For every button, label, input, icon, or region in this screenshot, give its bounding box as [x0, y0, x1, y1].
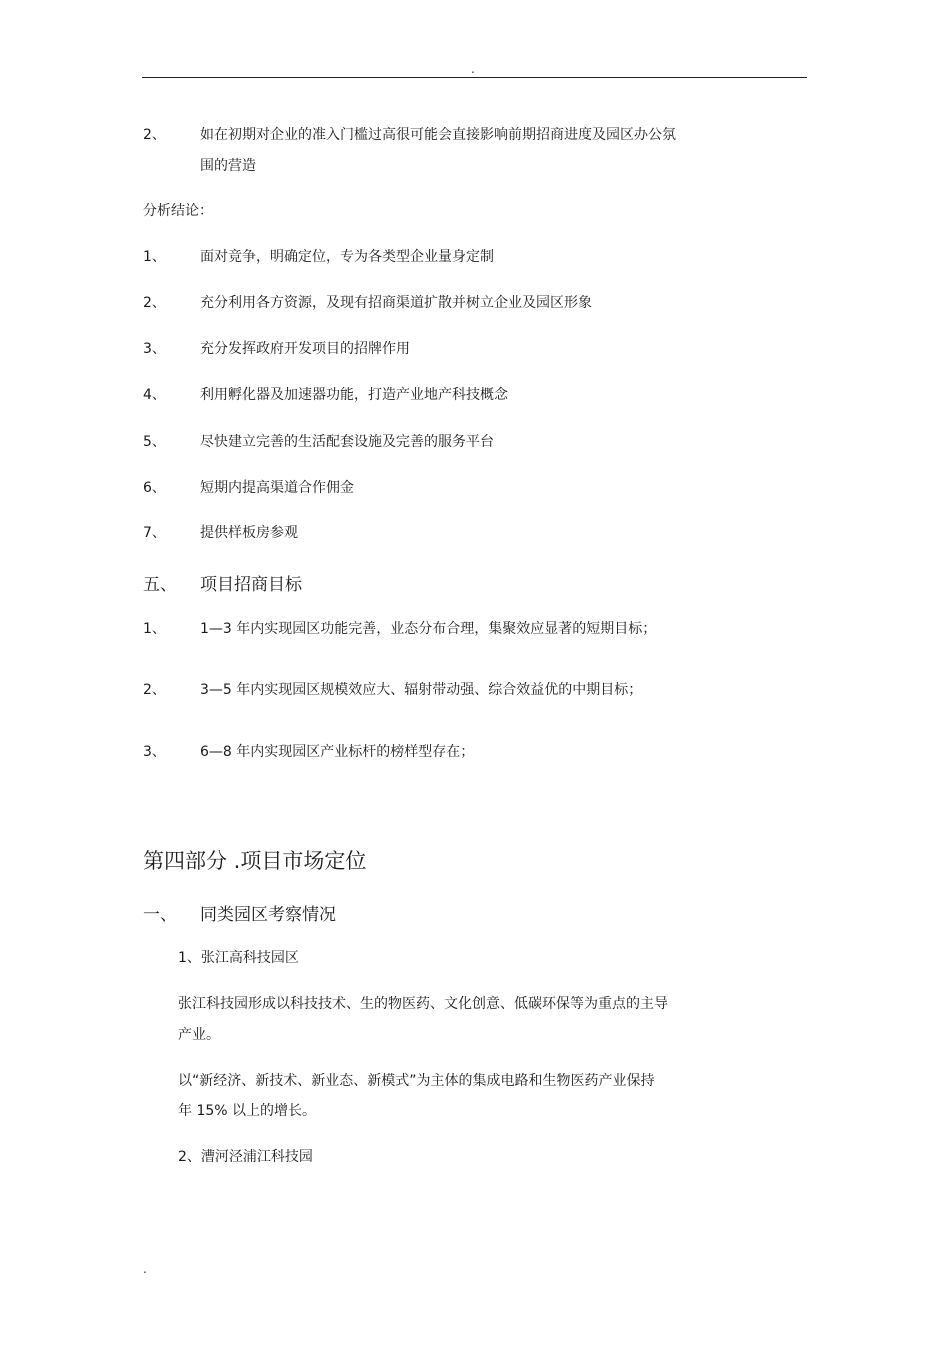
- intro-item-number: 2、: [143, 127, 166, 143]
- footer-mark: .: [143, 1262, 147, 1276]
- goal-1-text: 1—3 年内实现园区功能完善，业态分布合理，集聚效应显著的短期目标；: [200, 621, 657, 637]
- analysis-item-2-number: 2、: [143, 295, 166, 311]
- section5-number: 五、: [143, 575, 177, 595]
- analysis-item-5-text: 尽快建立完善的生活配套设施及完善的服务平台: [200, 434, 494, 450]
- header-rule: [142, 77, 807, 78]
- analysis-item-5-number: 5、: [143, 434, 166, 450]
- analysis-item-1-number: 1、: [143, 249, 166, 265]
- section5-title: 项目招商目标: [200, 575, 302, 595]
- part4-sub-title: 同类园区考察情况: [200, 905, 336, 925]
- analysis-item-7-text: 提供样板房参观: [200, 525, 298, 541]
- park1-para1-line1: 张江科技园形成以科技技术、生的物医药、文化创意、低碳环保等为重点的主导: [178, 996, 668, 1012]
- analysis-item-3-number: 3、: [143, 341, 166, 357]
- intro-item-line2: 围的营造: [200, 158, 256, 174]
- analysis-item-4-number: 4、: [143, 387, 166, 403]
- header-mark: .: [471, 62, 475, 76]
- goal-2-text: 3—5 年内实现园区规模效应大、辐射带动强、综合效益优的中期目标；: [200, 682, 643, 698]
- park1-para1-line2: 产业。: [178, 1027, 220, 1043]
- park1-para2-line1: 以“新经济、新技术、新业态、新模式”为主体的集成电路和生物医药产业保持: [178, 1073, 655, 1089]
- analysis-item-7-number: 7、: [143, 525, 166, 541]
- goal-3-text: 6—8 年内实现园区产业标杆的榜样型存在；: [200, 744, 475, 760]
- analysis-item-6-number: 6、: [143, 480, 166, 496]
- analysis-item-2-text: 充分利用各方资源，及现有招商渠道扩散并树立企业及园区形象: [200, 295, 592, 311]
- analysis-item-1-text: 面对竞争，明确定位，专为各类型企业量身定制: [200, 249, 494, 265]
- part4-sub-number: 一、: [143, 905, 177, 925]
- part4-title: 第四部分 .项目市场定位: [143, 849, 367, 873]
- goal-3-number: 3、: [143, 744, 166, 760]
- analysis-item-3-text: 充分发挥政府开发项目的招牌作用: [200, 341, 410, 357]
- park1-title: 1、张江高科技园区: [178, 950, 299, 966]
- goal-1-number: 1、: [143, 621, 166, 637]
- intro-item-line1: 如在初期对企业的准入门槛过高很可能会直接影响前期招商进度及园区办公氛: [200, 127, 676, 143]
- analysis-label: 分析结论：: [143, 203, 213, 219]
- goal-2-number: 2、: [143, 682, 166, 698]
- analysis-item-4-text: 利用孵化器及加速器功能，打造产业地产科技概念: [200, 387, 508, 403]
- park2-title: 2、漕河泾浦江科技园: [178, 1149, 313, 1165]
- park1-para2-line2: 年 15% 以上的增长。: [178, 1103, 317, 1119]
- analysis-item-6-text: 短期内提高渠道合作佣金: [200, 480, 354, 496]
